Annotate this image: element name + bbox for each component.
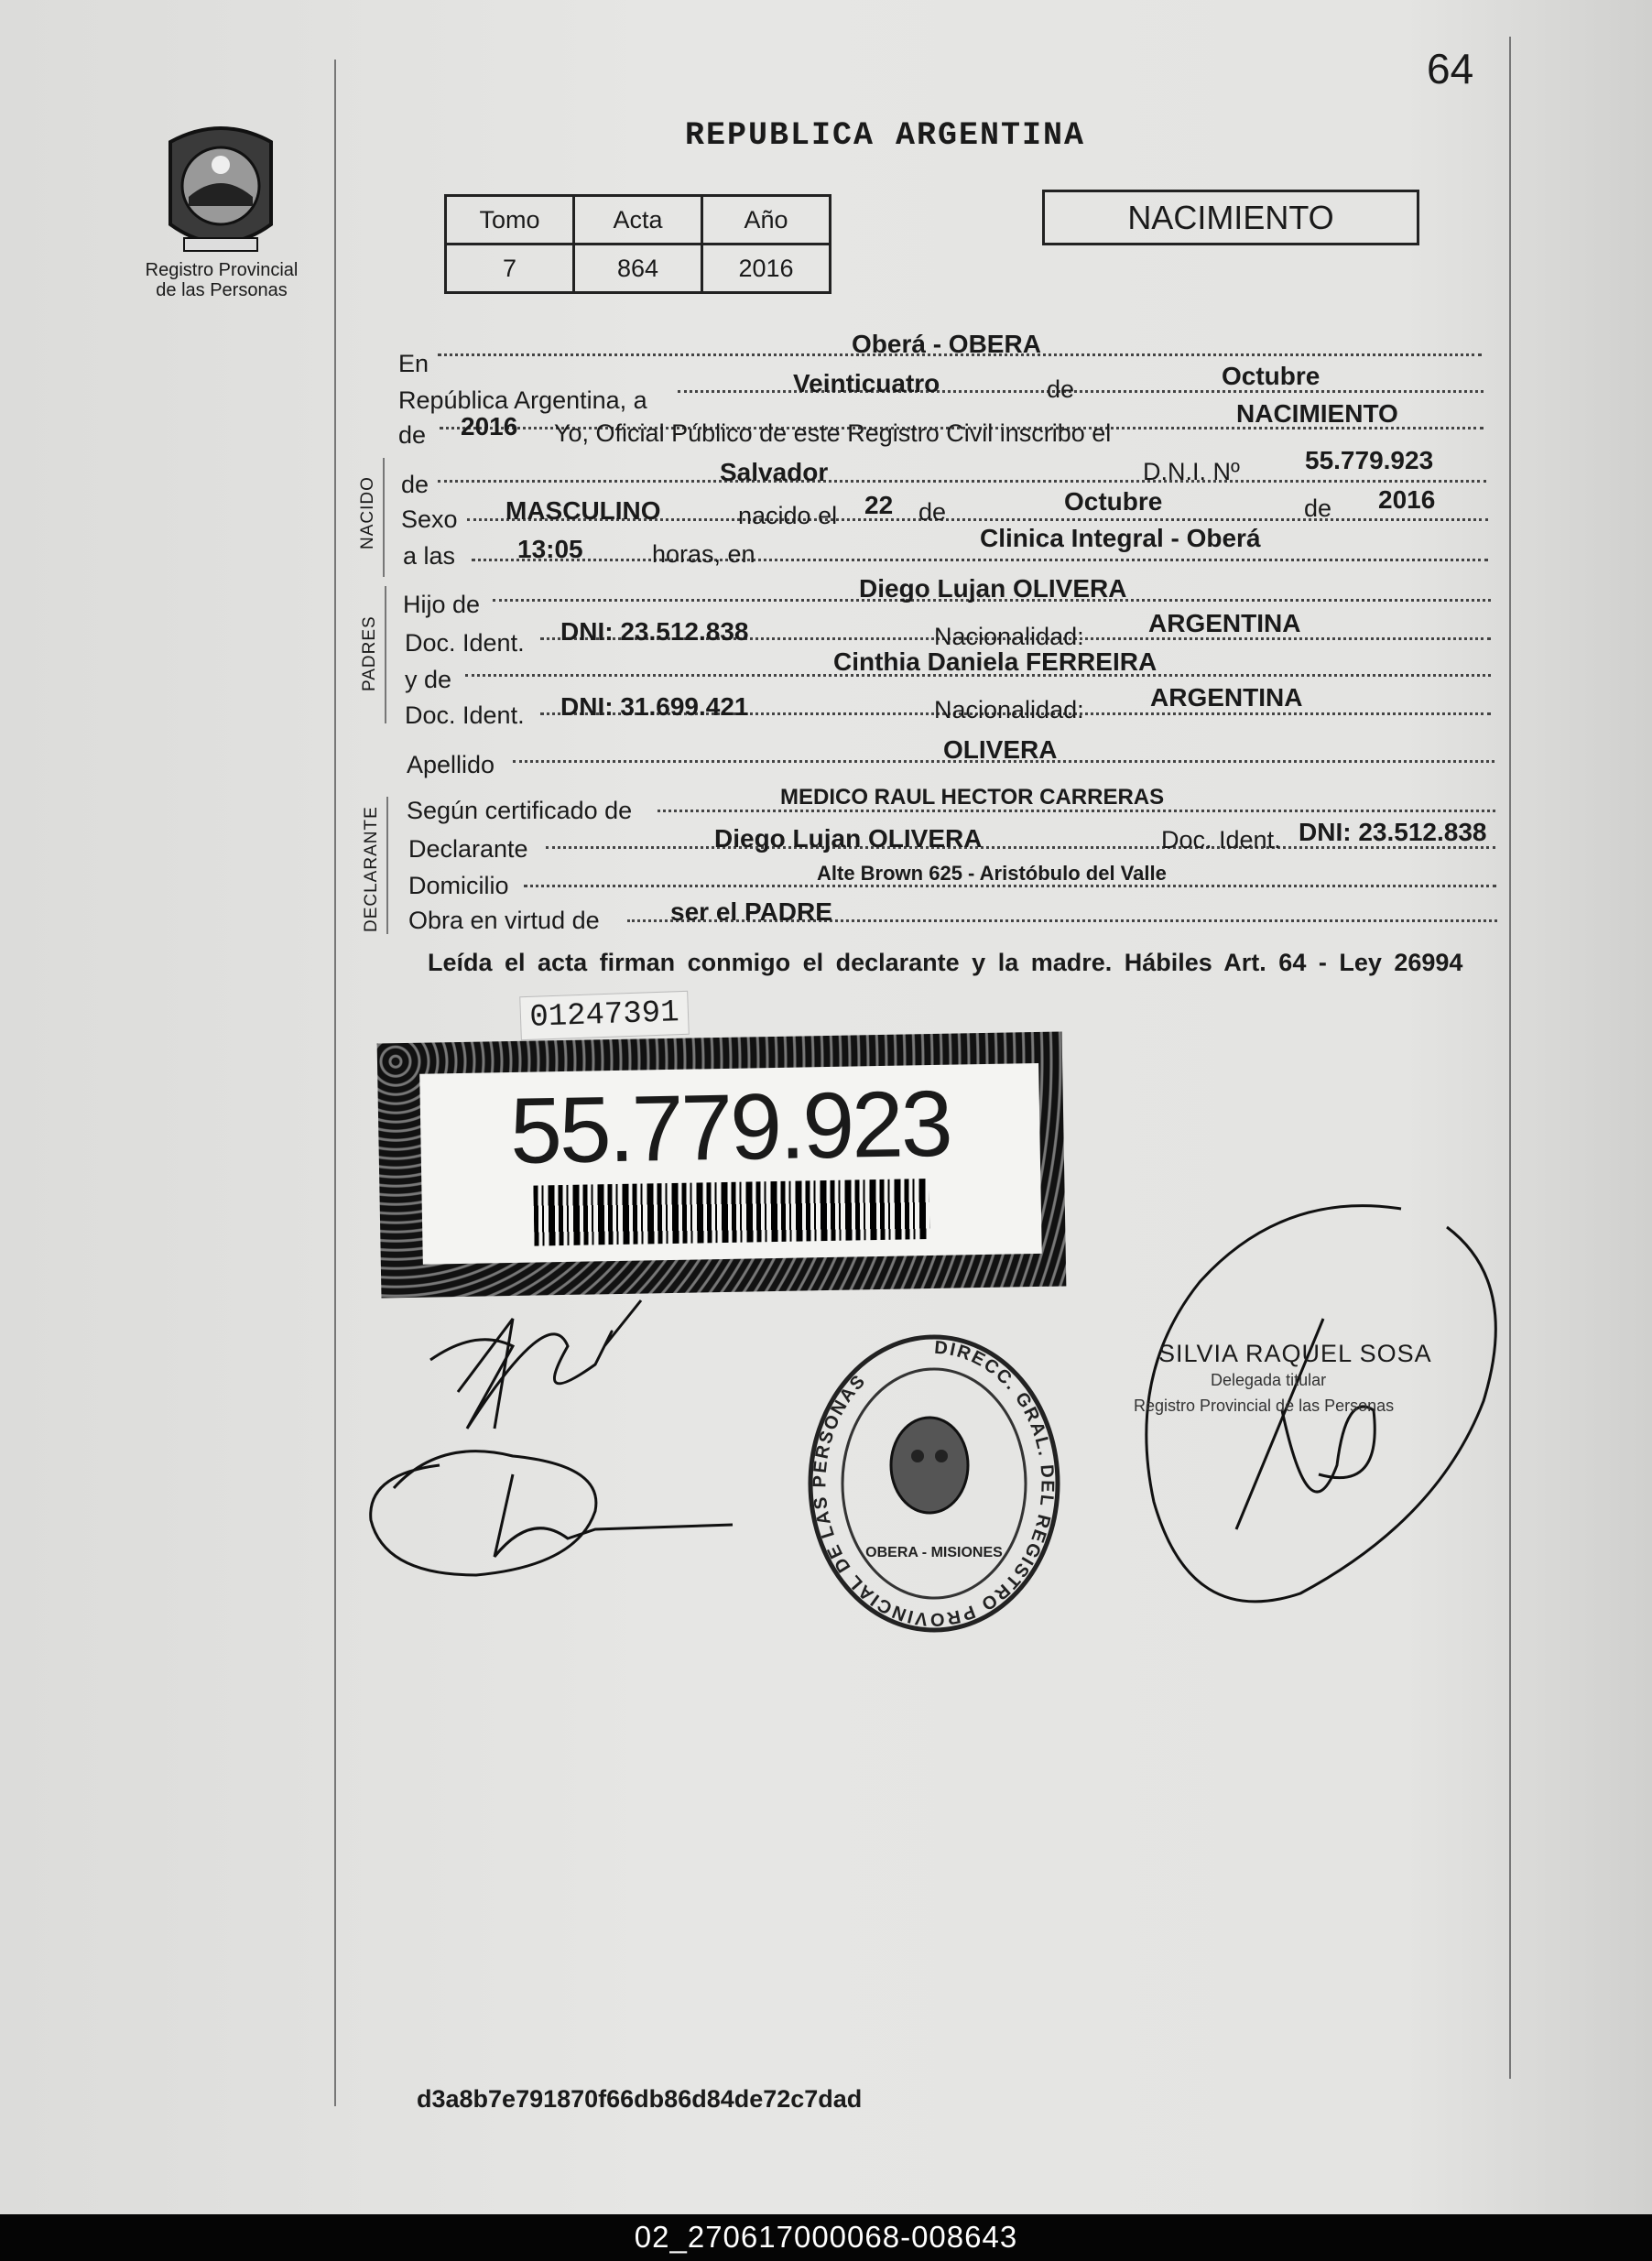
a-las-label: a las [403, 542, 456, 570]
declarante-name-value: Diego Lujan OLIVERA [714, 824, 983, 853]
y-de-label: y de [405, 666, 452, 693]
section-label-declarante: DECLARANTE [362, 806, 381, 932]
child-name-value: Salvador [720, 458, 829, 486]
capacity-value: ser el PADRE [670, 897, 832, 926]
mother-nationality-value: ARGENTINA [1150, 683, 1303, 712]
place-value: Oberá - OBERA [852, 330, 1041, 358]
sexo-value: MASCULINO [505, 496, 661, 525]
time-value: 13:05 [517, 535, 583, 563]
en-label: En [398, 350, 429, 377]
doc-ident-label: Doc. Ident. [405, 629, 525, 657]
father-name-value: Diego Lujan OLIVERA [859, 574, 1127, 603]
header-acta: Acta [574, 196, 702, 245]
domicilio-label: Domicilio [408, 872, 509, 899]
republica-label: República Argentina, a [398, 386, 647, 414]
nacido-el-label: nacido el [738, 502, 838, 529]
dni-label: D.N.I. Nº [1143, 458, 1240, 485]
record-type-box: NACIMIENTO [1042, 190, 1419, 245]
address-value: Alte Brown 625 - Aristóbulo del Valle [817, 862, 1167, 885]
de-label: de [398, 421, 427, 449]
birth-place-value: Clinica Integral - Oberá [980, 524, 1261, 552]
nacionalidad-label: Nacionalidad: [934, 623, 1084, 650]
father-doc-value: DNI: 23.512.838 [560, 617, 749, 646]
registry-label: Registro Provincial de las Personas [145, 260, 299, 300]
apellido-value: OLIVERA [943, 735, 1058, 764]
closing-text: Leída el acta firman conmigo el declarante y la madre. Hábiles Art. 64 - Ley 26994 [428, 949, 1463, 976]
de-label: de [1047, 375, 1075, 403]
year-value: 2016 [461, 412, 518, 440]
certificate-value: MEDICO RAUL HECTOR CARRERAS [780, 785, 1165, 810]
obra-label: Obra en virtud de [408, 907, 600, 934]
section-label-padres: PADRES [360, 615, 379, 691]
header-ano: Año [702, 196, 831, 245]
header-tomo: Tomo [446, 196, 574, 245]
mother-doc-value: DNI: 31.699.421 [560, 692, 749, 721]
de-label: de [401, 471, 429, 498]
official-role: Delegada titular [1211, 1371, 1327, 1389]
de-label: de [918, 498, 947, 526]
sticker-dni-number: 55.779.923 [509, 1071, 951, 1184]
birth-month-value: Octubre [1064, 487, 1163, 516]
section-label-nacido: NACIDO [358, 476, 377, 549]
value-acta: 864 [574, 245, 702, 293]
value-ano: 2016 [702, 245, 831, 293]
event-value: NACIMIENTO [1236, 399, 1398, 428]
page-number: 64 [1427, 45, 1474, 92]
father-nationality-value: ARGENTINA [1148, 609, 1301, 637]
seal-inner-text: OBERA - MISIONES [865, 1545, 1003, 1560]
scan-file-code: 02_270617000068-008643 [634, 2220, 1018, 2254]
declarante-doc-value: DNI: 23.512.838 [1299, 818, 1487, 846]
sexo-label: Sexo [401, 505, 458, 533]
horas-en-label: horas, en [652, 540, 755, 568]
declarante-label: Declarante [408, 835, 528, 863]
day-words-value: Veinticuatro [793, 369, 940, 397]
declarant-signature-icon [371, 1300, 733, 1575]
official-name: SILVIA RAQUEL SOSA [1158, 1340, 1432, 1367]
official-seal-icon [810, 1337, 1058, 1630]
document-title: REPUBLICA ARGENTINA [685, 117, 1086, 154]
de-label: de [1304, 495, 1332, 522]
birth-year-value: 2016 [1378, 485, 1436, 514]
stamp-number: 01247391 [519, 991, 690, 1040]
certificado-label: Según certificado de [407, 797, 633, 824]
month-value: Octubre [1222, 362, 1321, 390]
value-tomo: 7 [446, 245, 574, 293]
hijo-de-label: Hijo de [403, 591, 481, 618]
mother-name-value: Cinthia Daniela FERREIRA [833, 647, 1157, 676]
registrar-text: Yo, Oficial Público de este Registro Civil inscribo el [554, 419, 1112, 447]
nacionalidad-label: Nacionalidad: [934, 696, 1084, 723]
apellido-label: Apellido [407, 751, 495, 778]
child-dni-value: 55.779.923 [1305, 446, 1434, 474]
official-organization: Registro Provincial de las Personas [1134, 1397, 1395, 1415]
doc-ident-label: Doc. Ident. [1161, 826, 1281, 853]
document-hash: d3a8b7e791870f66db86d84de72c7dad [417, 2085, 863, 2113]
seal-ring-text: DIRECC. GRAL. DEL REGISTRO PROVINCIAL DE LAS PERSONAS [810, 1337, 1058, 1630]
birth-day-value: 22 [864, 491, 894, 519]
doc-ident-label: Doc. Ident. [405, 701, 525, 729]
